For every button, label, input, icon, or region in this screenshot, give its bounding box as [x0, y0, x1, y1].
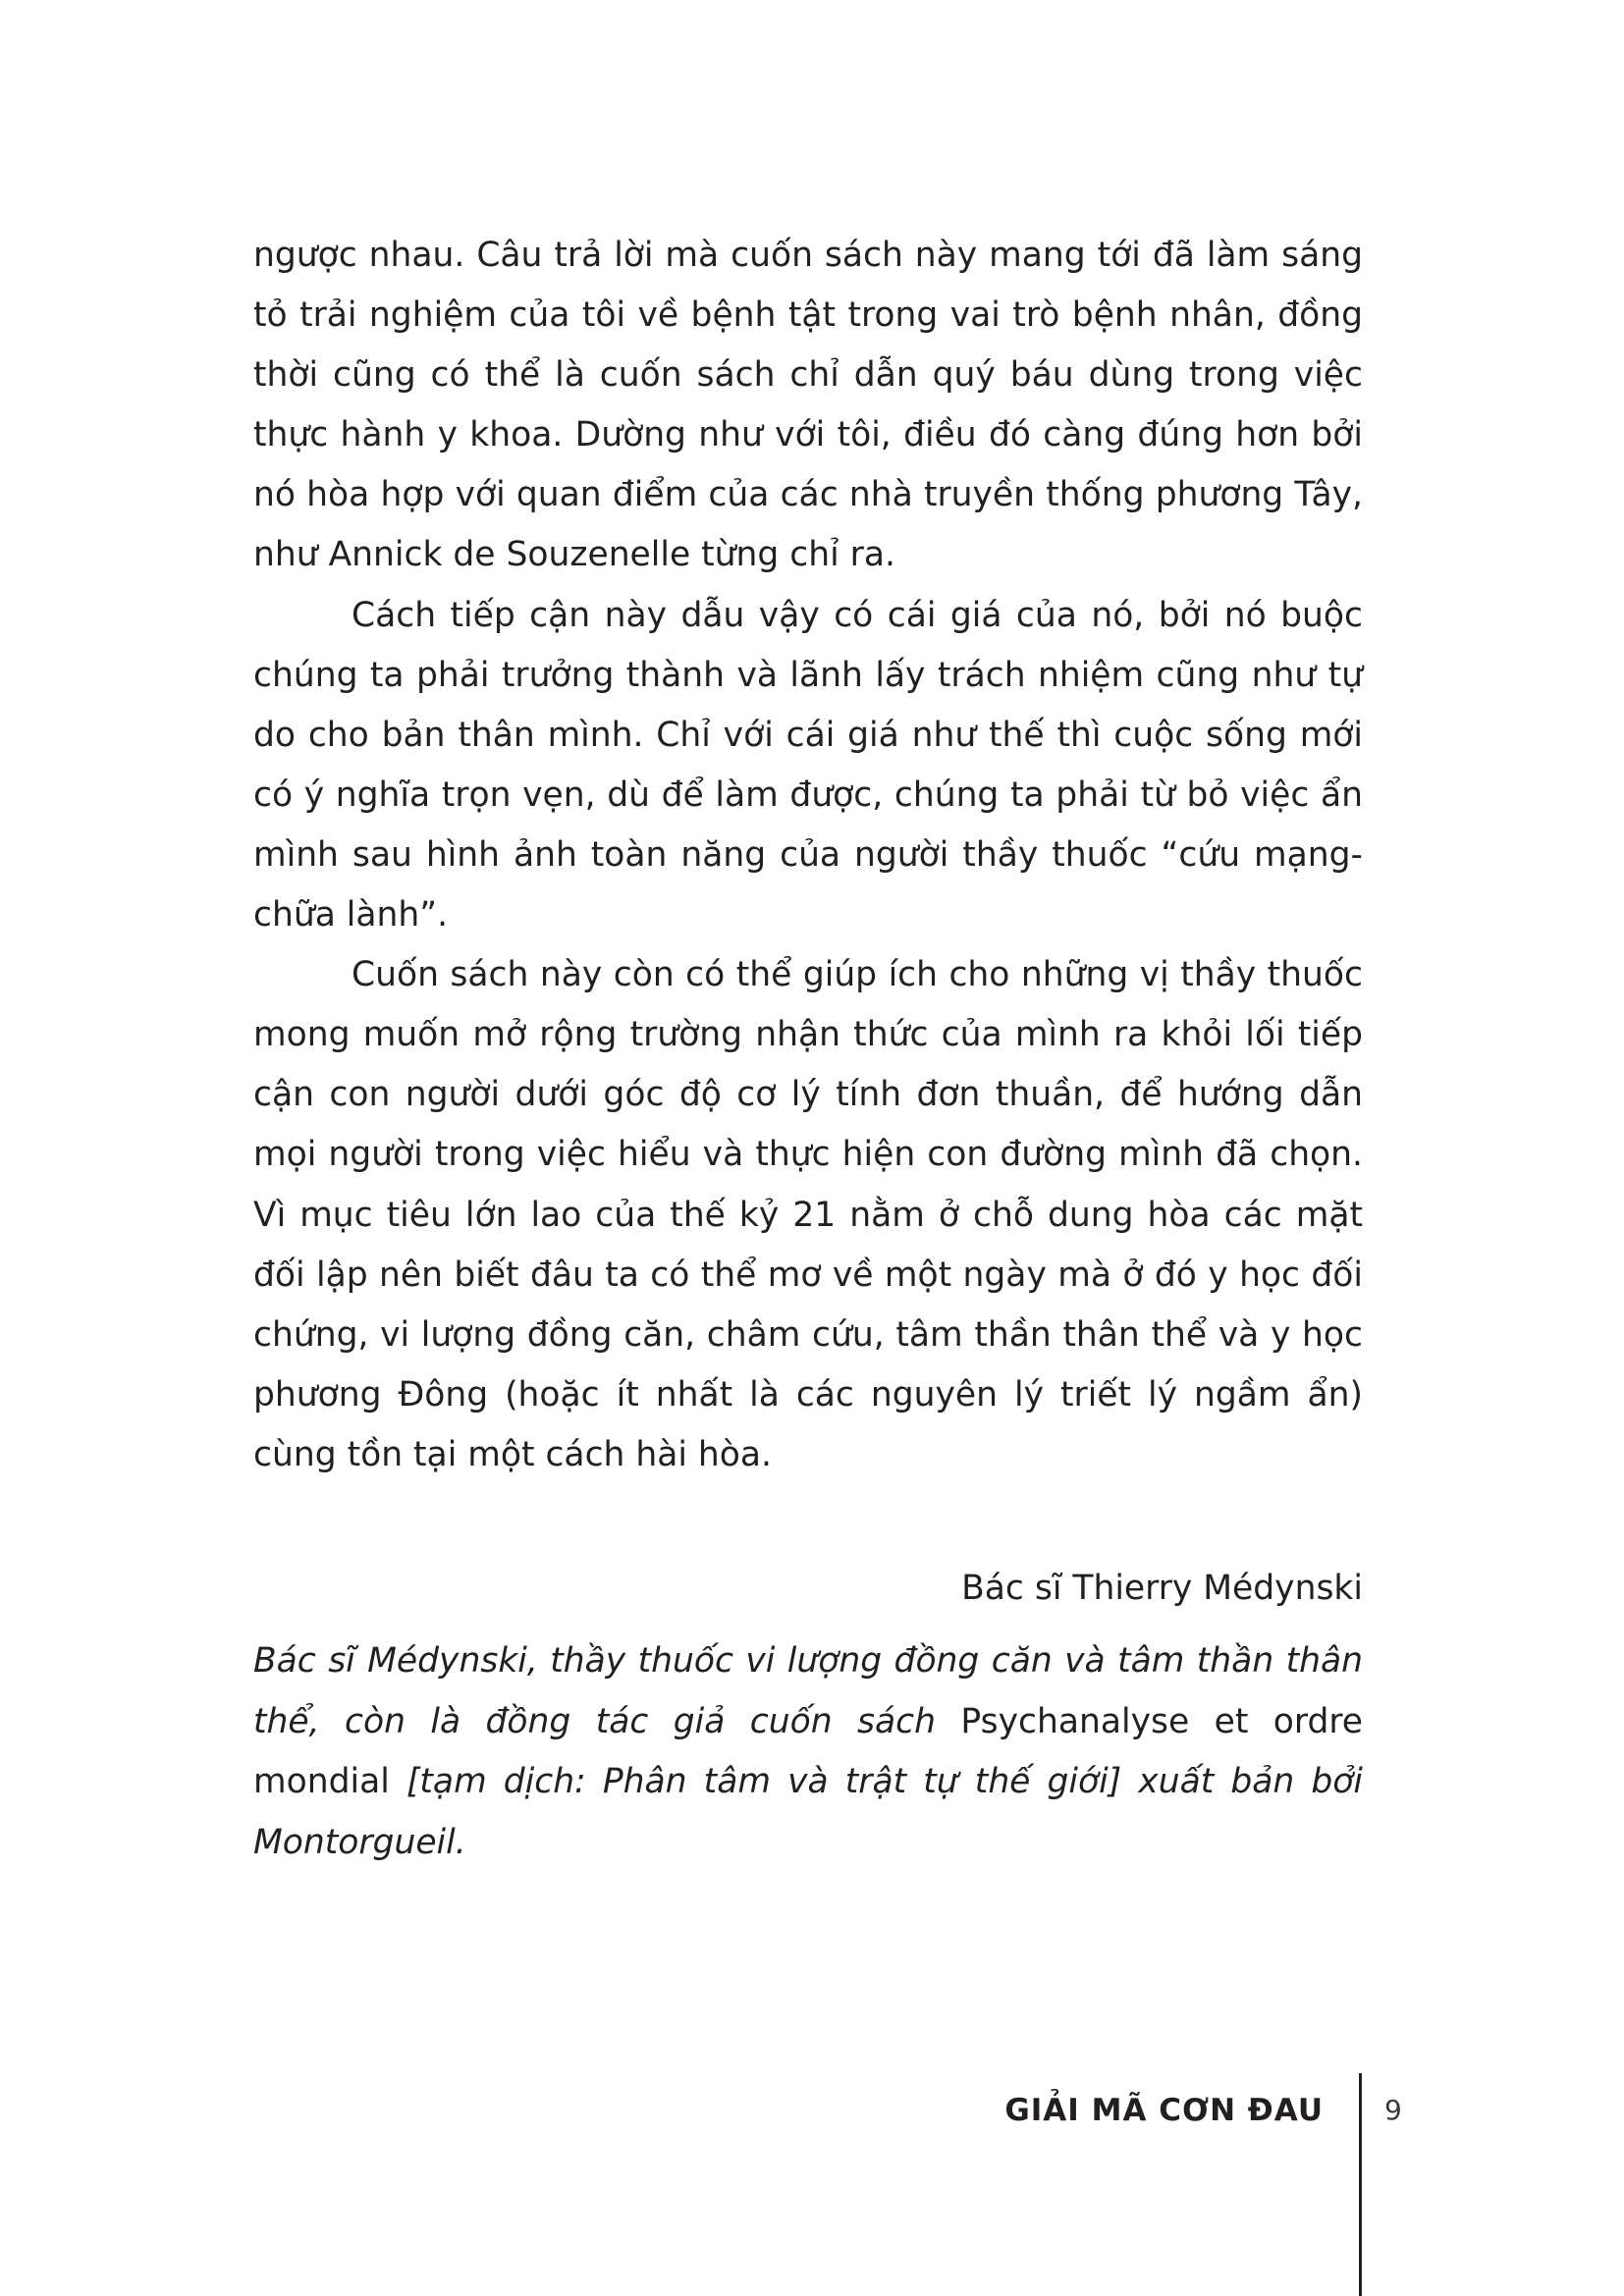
running-footer-title: GIẢI MÃ CƠN ĐAU	[1004, 2093, 1324, 2128]
paragraph-2: Cách tiếp cận này dẫu vậy có cái giá của nó, bởi nó buộc chúng ta phải trưởng thành và lãnh lấy trách nhiệm cũng như tự do cho bản thân mình. Chỉ với cái giá như thế thì cuộc sống mới có ý nghĩa trọn vẹn, dù để làm được, chúng ta phải từ bỏ việc ẩn mình sau hình ảnh toàn năng của người thầy thuốc “cứu mạng-chữa lành”.	[253, 595, 1363, 935]
page-number: 9	[1384, 2094, 1402, 2126]
paragraph-1: ngược nhau. Câu trả lời mà cuốn sách này mang tới đã làm sáng tỏ trải nghiệm của tôi về bệnh tật trong vai trò bệnh nhân, đồng thời cũng có thể là cuốn sách chỉ dẫn quý báu dùng trong việc thực hành y khoa. Dường như với tôi, điều đó càng đúng hơn bởi nó hòa hợp với quan điểm của các nhà truyền thống phương Tây, như Annick de Souzenelle từng chỉ ra.	[253, 236, 1363, 575]
body-text	[253, 226, 1363, 1485]
bio-outro: [tạm dịch: Phân tâm và trật tự thế giới] xuất bản bởi Montorgueil.	[253, 1762, 1363, 1862]
footer-divider	[1359, 2073, 1362, 2296]
paragraph-3: Cuốn sách này còn có thể giúp ích cho những vị thầy thuốc mong muốn mở rộng trường nhận thức của mình ra khỏi lối tiếp cận con người dưới góc độ cơ lý tính đơn thuần, để hướng dẫn mọi người trong việc hiểu và thực hiện con đường mình đã chọn. Vì mục tiêu lớn lao của thế kỷ 21 nằm ở chỗ dung hòa các mặt đối lập nên biết đâu ta có thể mơ về một ngày mà ở đó y học đối chứng, vi lượng đồng căn, châm cứu, tâm thần thân thể và y học phương Đông (hoặc ít nhất là các nguyên lý triết lý ngầm ẩn) cùng tồn tại một cách hài hòa.	[253, 955, 1363, 1474]
bio-intro: Bác sĩ Médynski, thầy thuốc vi lượng đồng căn và tâm thần thân thể, còn là đồng tác giả cuốn sách	[253, 1641, 1363, 1741]
bio-book-title: Psychanalyse et ordre mondial	[253, 1701, 1364, 1802]
author-bio	[253, 1631, 1363, 1873]
author-signature: Bác sĩ Thierry Médynski	[961, 1569, 1363, 1608]
